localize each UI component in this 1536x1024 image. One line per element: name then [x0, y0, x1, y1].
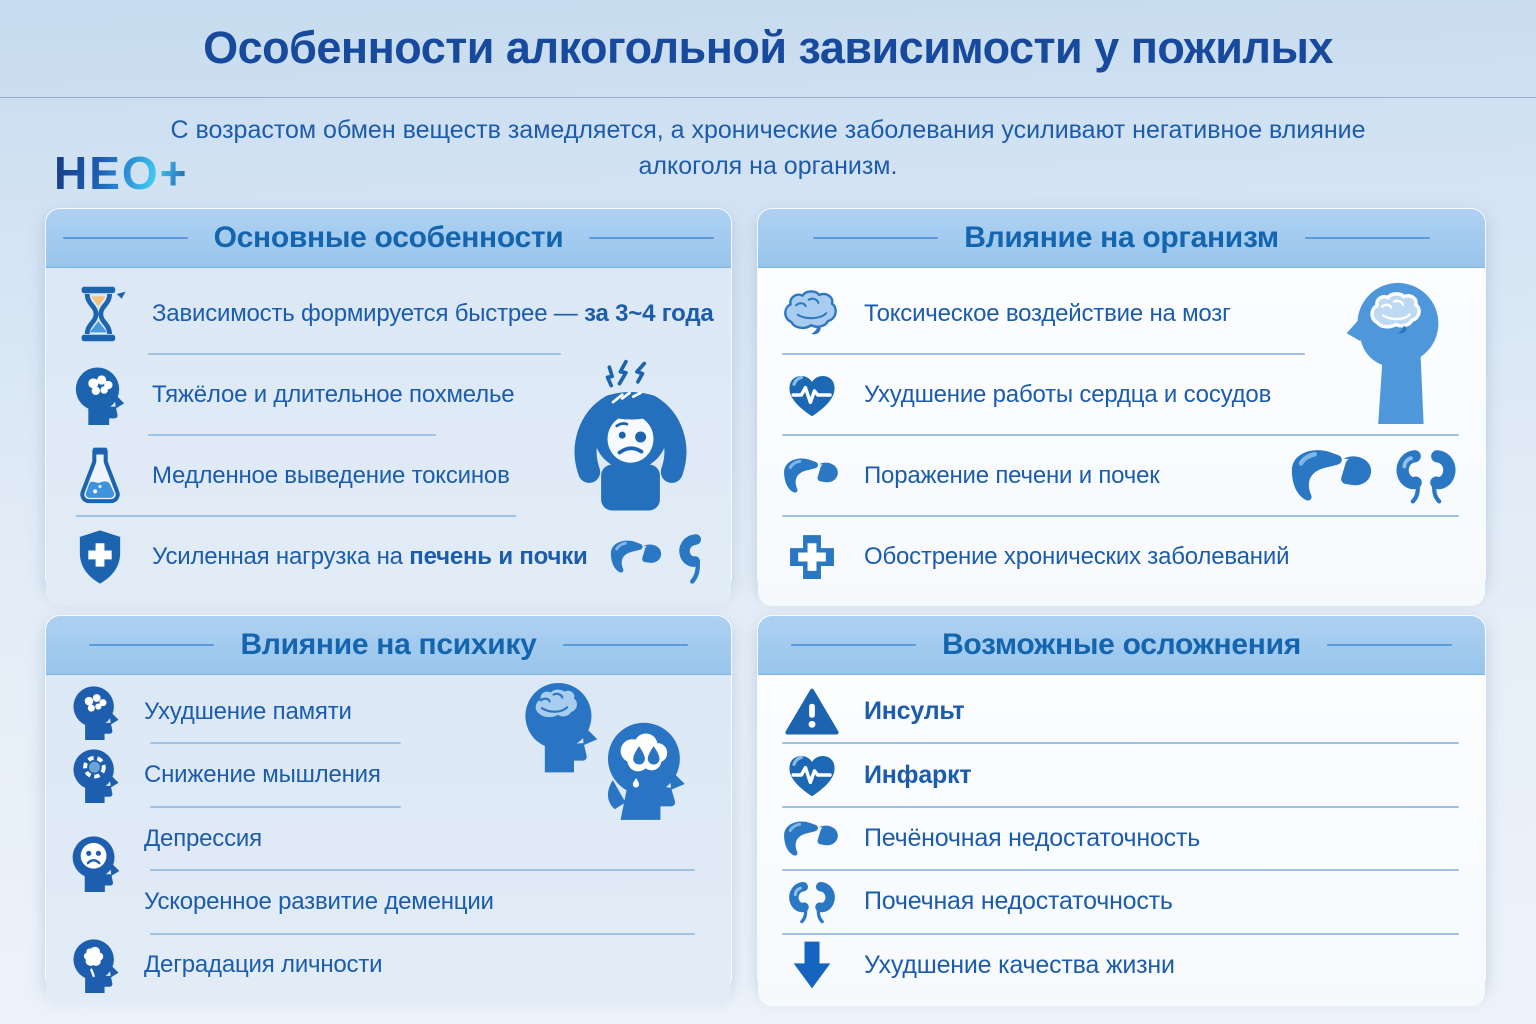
liver-icon — [780, 817, 844, 861]
panel-header — [46, 209, 731, 268]
subtitle-line-2: алкоголя на организм. — [638, 152, 898, 180]
list-item — [46, 808, 731, 869]
panel-title: Влияние на психику — [240, 628, 537, 661]
panel-header — [46, 616, 731, 675]
header-line — [589, 237, 714, 239]
list-item — [46, 871, 731, 932]
item-text: Тяжёлое и длительное похмелье — [152, 380, 515, 408]
panel-body — [46, 268, 731, 606]
page-title: Особенности алкогольной зависимости у пожилых — [203, 22, 1333, 73]
header-line — [1327, 644, 1452, 646]
header-line — [63, 237, 188, 239]
panel-title: Возможные осложнения — [942, 628, 1301, 661]
item-text: Поражение печени и почек — [864, 461, 1160, 489]
list-item — [46, 517, 731, 596]
item-text: Ухудшение качества жизни — [864, 950, 1175, 979]
liver-and-kidneys-illustration — [1287, 444, 1463, 508]
list-item — [758, 517, 1485, 596]
item-text: Деградация личности — [144, 951, 383, 979]
brand-logo: НЕО+ — [54, 147, 189, 199]
liver-icon — [780, 454, 844, 498]
header-line — [813, 237, 938, 239]
shield-cross-icon — [68, 528, 132, 586]
personality-head-icon — [68, 937, 124, 993]
list-item — [46, 436, 731, 515]
list-item — [758, 681, 1485, 742]
item-text: Инфаркт — [864, 760, 972, 789]
list-item — [758, 744, 1485, 805]
list-item — [46, 355, 731, 434]
panel-body — [46, 675, 731, 1006]
panel-psyche-effects — [45, 615, 732, 992]
list-item — [758, 871, 1485, 932]
page-subtitle — [0, 112, 1536, 184]
subtitle-line-1: С возрастом обмен веществ замедляется, а хронические заболевания усиливают негативное влияние — [170, 116, 1366, 144]
panel-header — [758, 209, 1485, 268]
heart-pulse-icon — [780, 370, 844, 420]
list-item — [758, 355, 1485, 434]
panel-body — [758, 675, 1485, 1006]
list-item — [758, 808, 1485, 869]
item-text: Депрессия — [144, 824, 262, 852]
header-line — [791, 644, 916, 646]
hangover-head-icon — [68, 365, 132, 425]
list-item — [758, 935, 1485, 996]
item-text: Почечная недостаточность — [864, 887, 1173, 916]
item-text: Зависимость формируется быстрее — за 3~4 года — [152, 299, 714, 327]
item-text: Ускоренное развитие деменции — [144, 887, 494, 915]
liver-and-kidney-icon — [608, 529, 712, 585]
panel-complications — [757, 615, 1486, 992]
heart-pulse-icon — [780, 750, 844, 800]
list-item — [46, 744, 731, 805]
item-text: Печёночная недостаточность — [864, 824, 1201, 853]
panel-header — [758, 616, 1485, 675]
list-item — [46, 681, 731, 742]
header-line — [563, 644, 688, 646]
item-text: Ухудшение работы сердца и сосудов — [864, 380, 1272, 408]
item-text: Медленное выведение токсинов — [152, 461, 510, 489]
thinking-head-icon — [68, 747, 124, 803]
header-line — [1305, 237, 1430, 239]
list-item — [758, 436, 1485, 515]
panel-organism-effects — [757, 208, 1486, 592]
item-text: Инсульт — [864, 697, 965, 726]
down-arrow-icon — [780, 939, 844, 991]
header-line — [89, 644, 214, 646]
item-text: Усиленная нагрузка на печень и почки — [152, 542, 588, 570]
list-item — [46, 274, 731, 353]
item-text: Ухудшение памяти — [144, 697, 352, 725]
brain-icon — [780, 289, 844, 339]
item-text: Обострение хронических заболеваний — [864, 542, 1290, 570]
kidneys-icon — [780, 878, 844, 926]
list-item — [46, 935, 731, 996]
item-text: Токсическое воздействие на мозг — [864, 299, 1231, 327]
hourglass-icon — [68, 284, 132, 344]
panel-title: Влияние на организм — [964, 221, 1279, 254]
flask-icon — [68, 446, 132, 506]
panel-body — [758, 268, 1485, 606]
panel-main-features — [45, 208, 732, 592]
memory-head-icon — [68, 684, 124, 740]
item-text: Снижение мышления — [144, 761, 381, 789]
title-divider — [0, 97, 1536, 98]
medical-cross-icon — [780, 531, 844, 583]
panel-title: Основные особенности — [213, 221, 564, 254]
warning-triangle-icon — [780, 687, 844, 737]
list-item — [758, 274, 1485, 353]
